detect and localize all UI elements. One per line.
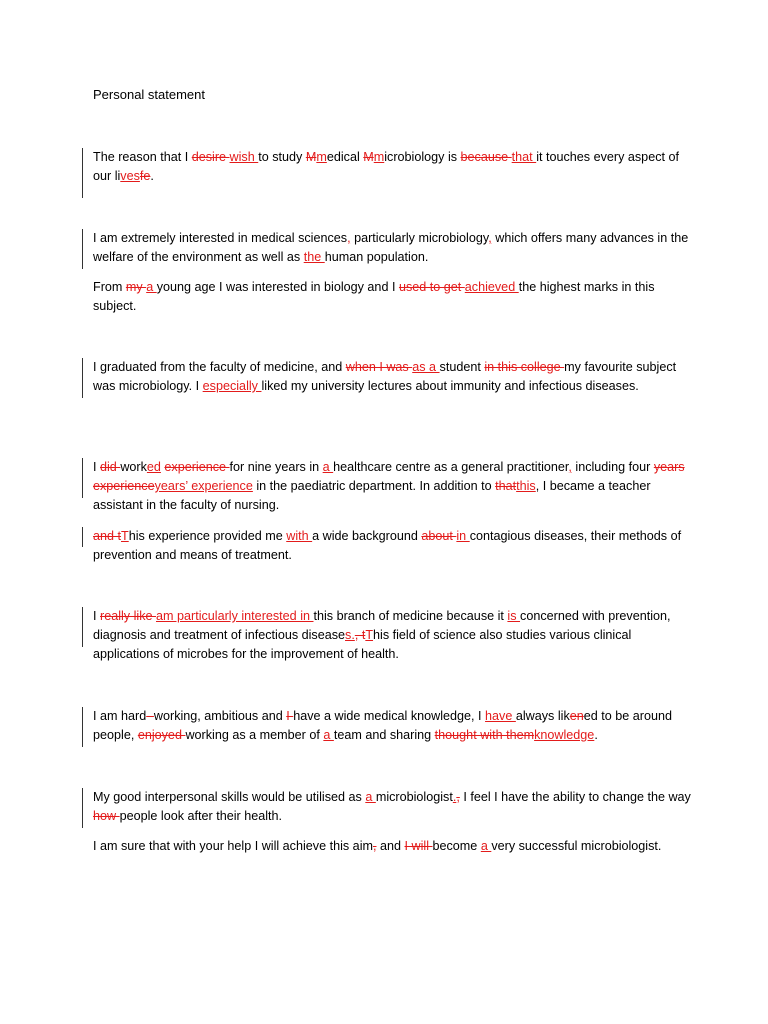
inserted-text: with — [286, 529, 313, 543]
body-text: human population. — [324, 250, 429, 264]
deleted-text: thought with them — [434, 728, 535, 742]
change-bar — [82, 707, 83, 747]
deleted-text: really like — [100, 609, 156, 623]
body-text: ed to be around people, — [93, 709, 672, 742]
inserted-text: a — [322, 460, 334, 474]
deleted-text: experience — [164, 460, 230, 474]
deleted-text: in this college — [484, 360, 565, 374]
paragraph — [93, 707, 693, 745]
paragraph — [93, 607, 693, 664]
deleted-text: I will — [404, 839, 433, 853]
body-text: very successful microbiologist. — [491, 839, 662, 853]
body-text: working, ambitious and — [153, 709, 287, 723]
inserted-text: a — [365, 790, 376, 804]
inserted-text: knowledge — [534, 728, 595, 742]
inserted-text: in — [456, 529, 470, 543]
body-text: including four — [571, 460, 654, 474]
body-text: for nine years in — [229, 460, 323, 474]
deleted-text: en — [569, 709, 584, 723]
inserted-text: m — [373, 150, 385, 164]
deleted-text: - — [146, 709, 154, 723]
paragraph — [93, 788, 693, 826]
change-bar — [82, 229, 83, 269]
deleted-text: that — [495, 479, 517, 493]
body-text: always lik — [515, 709, 570, 723]
inserted-text: , — [488, 231, 492, 245]
change-bar — [82, 788, 83, 828]
deleted-text: how — [93, 809, 120, 823]
body-text: I am sure that with your help I will achieve this aim — [93, 839, 373, 853]
deleted-text: my — [125, 280, 147, 294]
change-bar — [82, 458, 83, 498]
body-text: it touches every aspect of our li — [93, 150, 679, 183]
inserted-text: ed — [146, 460, 161, 474]
deleted-text: , t — [354, 628, 366, 642]
deleted-text: desire — [191, 150, 230, 164]
body-text: microbiologist — [375, 790, 453, 804]
body-text: work — [120, 460, 147, 474]
body-text: team and sharing — [333, 728, 435, 742]
inserted-text: wish — [229, 150, 259, 164]
inserted-text: a — [146, 280, 157, 294]
body-text: The reason that I — [93, 150, 192, 164]
inserted-text: is — [507, 609, 521, 623]
body-text: this branch of medicine because it — [313, 609, 508, 623]
document-title: Personal statement — [93, 87, 206, 102]
body-text: I graduated from the faculty of medicine, and — [93, 360, 346, 374]
inserted-text: T — [365, 628, 374, 642]
paragraph — [93, 837, 693, 856]
body-text: working as a member of — [185, 728, 324, 742]
body-text: student — [439, 360, 485, 374]
body-text: and — [376, 839, 405, 853]
inserted-text: , — [347, 231, 351, 245]
inserted-text: that — [511, 150, 537, 164]
inserted-text: achieved — [464, 280, 519, 294]
inserted-text: . — [452, 790, 457, 804]
paragraph — [93, 458, 693, 515]
inserted-text: the — [303, 250, 325, 264]
deleted-text: did — [100, 460, 121, 474]
body-text: a wide background — [312, 529, 422, 543]
body-text: From — [93, 280, 126, 294]
inserted-text: s. — [345, 628, 355, 642]
deleted-text: enjoyed — [137, 728, 186, 742]
body-text: which offers many advances in the welfare of the environment as well as — [93, 231, 689, 264]
deleted-text: M — [305, 150, 317, 164]
body-text: icrobiology is — [384, 150, 461, 164]
inserted-text: am particularly interested in — [156, 609, 314, 623]
deleted-text: years experience — [93, 460, 685, 493]
change-bar — [82, 607, 83, 647]
body-text: healthcare centre as a general practitioner — [333, 460, 569, 474]
body-text: I feel I have the ability to change the way — [459, 790, 691, 804]
body-text: concerned with prevention, diagnosis and treatment of infectious disease — [93, 609, 671, 642]
deleted-text: when I was — [345, 360, 413, 374]
change-bar — [82, 148, 83, 198]
deleted-text: , — [372, 839, 377, 853]
body-text: I am extremely interested in medical sciences — [93, 231, 348, 245]
paragraph — [93, 278, 693, 316]
inserted-text: years’ experience — [154, 479, 253, 493]
deleted-text: because — [460, 150, 512, 164]
body-text: , I became a teacher assistant in the faculty of nursing. — [93, 479, 651, 512]
inserted-text: m — [316, 150, 327, 164]
body-text: become — [432, 839, 481, 853]
body-text: I — [93, 460, 100, 474]
deleted-text: fe — [139, 169, 151, 183]
body-text: have a wide medical knowledge, I — [293, 709, 486, 723]
change-bar — [82, 527, 83, 547]
inserted-text: T — [121, 529, 129, 543]
body-text: I — [93, 609, 100, 623]
inserted-text: , — [568, 460, 572, 474]
body-text: edical — [326, 150, 364, 164]
inserted-text: ves — [120, 169, 140, 183]
deleted-text: about — [421, 529, 457, 543]
body-text: . — [150, 169, 154, 183]
body-text: contagious diseases, their methods of prevention and means of treatment. — [93, 529, 682, 562]
body-text: to study — [258, 150, 306, 164]
body-text: people look after their health. — [119, 809, 283, 823]
body-text: I am hard — [93, 709, 147, 723]
deleted-text: , — [456, 790, 460, 804]
body-text: young age I was interested in biology and I — [156, 280, 399, 294]
body-text: in the paediatric department. In addition to — [252, 479, 496, 493]
inserted-text: a — [323, 728, 334, 742]
inserted-text: as a — [412, 360, 440, 374]
body-text: his field of science also studies various clinical applications of microbes for the improvement of health. — [93, 628, 632, 661]
deleted-text: and t — [93, 529, 122, 543]
inserted-text: have — [485, 709, 516, 723]
body-text: the highest marks in this subject. — [93, 280, 655, 313]
inserted-text: a — [480, 839, 492, 853]
body-text: my favourite subject was microbiology. I — [93, 360, 677, 393]
paragraph — [93, 358, 693, 396]
body-text: particularly microbiology — [350, 231, 489, 245]
inserted-text: especially — [202, 379, 262, 393]
deleted-text: used to get — [398, 280, 465, 294]
paragraph — [93, 527, 693, 565]
body-text: My good interpersonal skills would be utilised as — [93, 790, 366, 804]
deleted-text: M — [363, 150, 374, 164]
change-bar — [82, 358, 83, 398]
deleted-text: I — [286, 709, 294, 723]
body-text: liked my university lectures about immunity and infectious diseases. — [261, 379, 639, 393]
inserted-text: this — [516, 479, 536, 493]
paragraph — [93, 148, 693, 186]
body-text: his experience provided me — [128, 529, 287, 543]
body-text: . — [594, 728, 598, 742]
paragraph — [93, 229, 693, 267]
